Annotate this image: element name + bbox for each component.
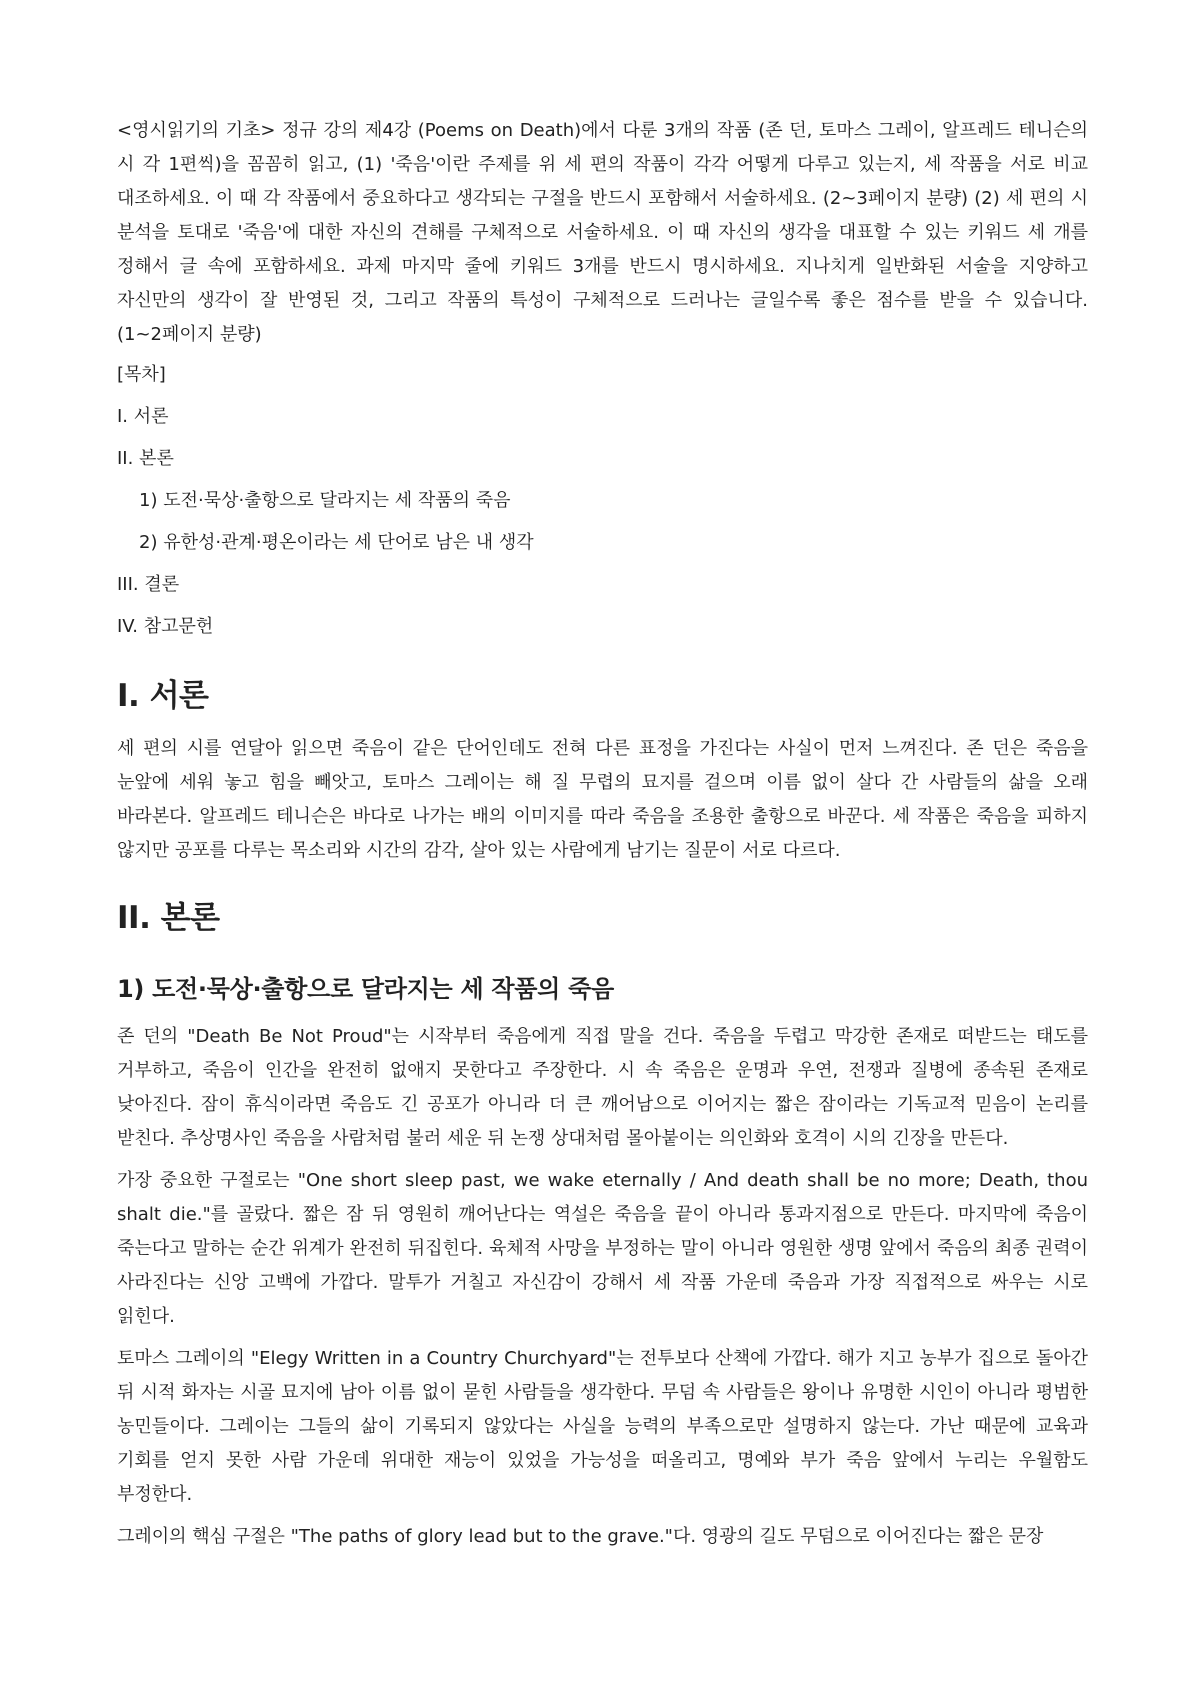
body-paragraph-gray-quote: 그레이의 핵심 구절은 "The paths of glory lead but to the grave."다. 영광의 길도 무덤으로 이어진다는 짧은 문장: [117, 1526, 1044, 1547]
toc-item-body-sub-2: 2) 유한성·관계·평온이라는 세 단어로 남은 내 생각: [139, 532, 534, 553]
intro-paragraph: 세 편의 시를 연달아 읽으면 죽음이 같은 단어인데도 전혀 다른 표정을 가진다는 사실이 먼저 느껴진다. 존 던은 죽음을 눈앞에 세워 놓고 힘을 빼앗고, 토마스 그레이는 해 질 무렵의 묘지를 걸으며 이름 없이 살다 간 사람들의 삶을 오래 바라본다. 알프레드 테니슨은 바다로 나가는 배의 이미지를 따라 죽음을 조용한 출항으로 바꾼다. 세 작품은 죽음을 피하지 않지만 공포를 다루는 목소리와 시간의 감각, 살아 있는 사람에게 남기는 질문이 서로 다르다.: [117, 738, 1088, 861]
toc-item-body: II. 본론: [117, 448, 174, 469]
toc-item-intro: I. 서론: [117, 406, 169, 427]
table-of-contents: [117, 358, 1088, 644]
section-heading-intro: I. 서론: [117, 678, 209, 714]
toc-item-conclusion: III. 결론: [117, 574, 180, 595]
body-paragraph-gray: 토마스 그레이의 "Elegy Written in a Country Churchyard"는 전투보다 산책에 가깝다. 해가 지고 농부가 집으로 돌아간 뒤 시적 화자는 시골 묘지에 남아 이름 없이 묻힌 사람들을 생각한다. 무덤 속 사람들은 왕이나 유명한 시인이 아니라 평범한 농민들이다. 그레이는 그들의 삶이 기록되지 않았다는 사실을 능력의 부족으로만 설명하지 않는다. 가난 때문에 교육과 기회를 얻지 못한 사람 가운데 위대한 재능이 있었을 가능성을 떠올리고, 명예와 부가 죽음 앞에서 누리는 우월함도 부정한다.: [117, 1348, 1088, 1505]
section-heading-body: II. 본론: [117, 900, 220, 936]
assignment-prompt: <영시읽기의 기초> 정규 강의 제4강 (Poems on Death)에서 다룬 3개의 작품 (존 던, 토마스 그레이, 알프레드 테니슨의 시 각 1편씩)을 꼼꼼히 읽고, (1) '죽음'이란 주제를 위 세 편의 작품이 각각 어떻게 다루고 있는지, 세 작품을 서로 비교 대조하세요. 이 때 각 작품에서 중요하다고 생각되는 구절을 반드시 포함해서 서술하세요. (2~3페이지 분량) (2) 세 편의 시 분석을 토대로 '죽음'에 대한 자신의 견해를 구체적으로 서술하세요. 이 때 자신의 생각을 대표할 수 있는 키워드 세 개를 정해서 글 속에 포함하세요. 과제 마지막 줄에 키워드 3개를 반드시 명시하세요. 지나치게 일반화된 서술을 지양하고 자신만의 생각이 잘 반영된 것, 그리고 작품의 특성이 구체적으로 드러나는 글일수록 좋은 점수를 받을 수 있습니다. (1~2페이지 분량): [117, 120, 1088, 345]
toc-item-references: IV. 참고문헌: [117, 616, 214, 637]
toc-heading: [목차]: [117, 364, 166, 385]
toc-item-body-sub-1: 1) 도전·묵상·출항으로 달라지는 세 작품의 죽음: [139, 490, 511, 511]
body-paragraph-donne-quote: 가장 중요한 구절로는 "One short sleep past, we wake eternally / And death shall be no more; Death, thou shalt die."를 골랐다. 짧은 잠 뒤 영원히 깨어난다는 역설은 죽음을 끝이 아니라 통과지점으로 만든다. 마지막에 죽음이 죽는다고 말하는 순간 위계가 완전히 뒤집힌다. 육체적 사망을 부정하는 말이 아니라 영원한 생명 앞에서 죽음의 최종 권력이 사라진다는 신앙 고백에 가깝다. 말투가 거칠고 자신감이 강해서 세 작품 가운데 죽음과 가장 직접적으로 싸우는 시로 읽힌다.: [117, 1170, 1088, 1327]
subsection-heading-1: 1) 도전·묵상·출항으로 달라지는 세 작품의 죽음: [117, 975, 614, 1003]
body-paragraph-donne: 존 던의 "Death Be Not Proud"는 시작부터 죽음에게 직접 말을 건다. 죽음을 두렵고 막강한 존재로 떠받드는 태도를 거부하고, 죽음이 인간을 완전히 없애지 못한다고 주장한다. 시 속 죽음은 운명과 우연, 전쟁과 질병에 종속된 존재로 낮아진다. 잠이 휴식이라면 죽음도 긴 공포가 아니라 더 큰 깨어남으로 이어지는 짧은 잠이라는 기독교적 믿음이 논리를 받친다. 추상명사인 죽음을 사람처럼 불러 세운 뒤 논쟁 상대처럼 몰아붙이는 의인화와 호격이 시의 긴장을 만든다.: [117, 1026, 1088, 1149]
